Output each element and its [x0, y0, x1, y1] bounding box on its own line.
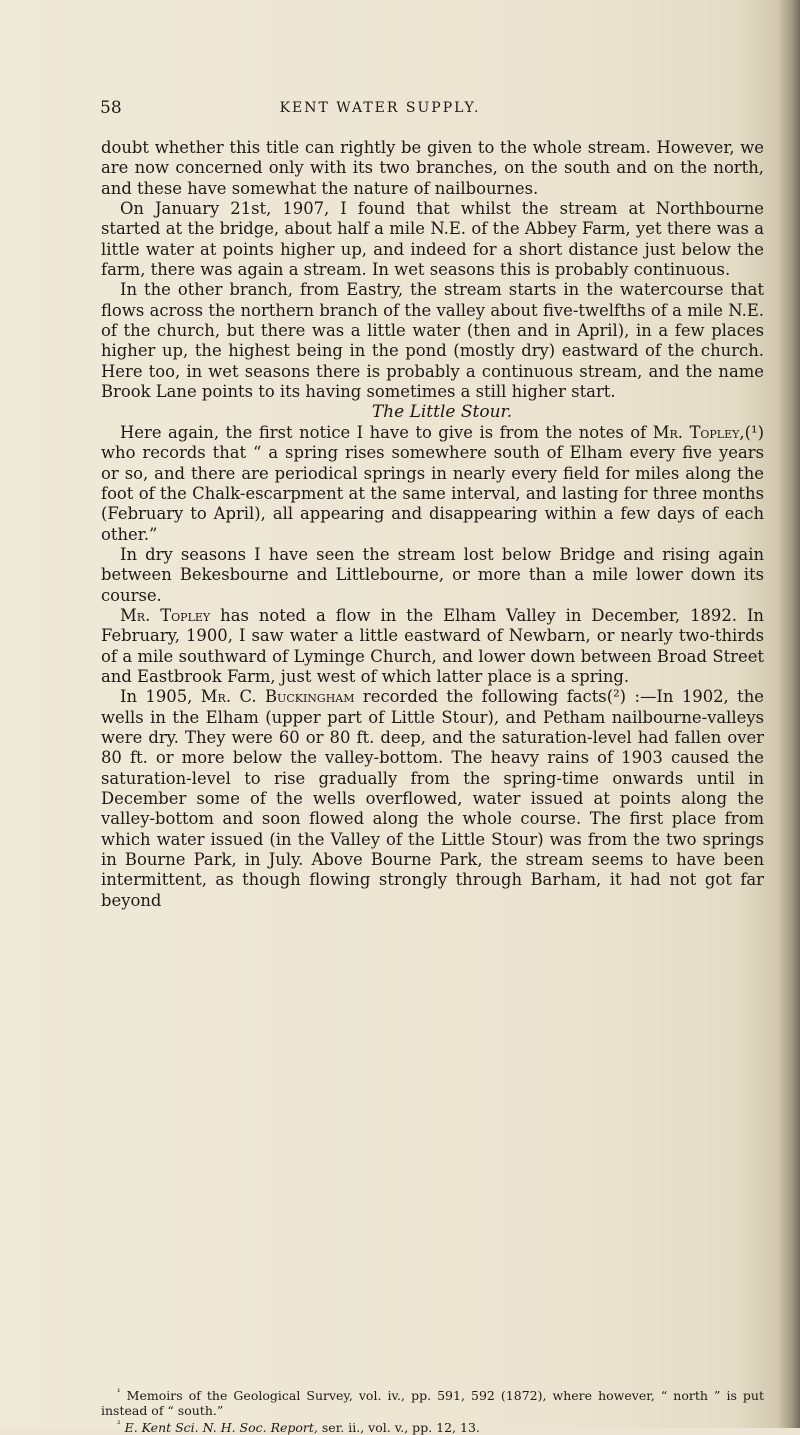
footnote-ref-2: (²) [606, 687, 627, 707]
person-name: Mr. C. Buckingham [200, 687, 355, 707]
footnote-1-mark: ¹ [117, 1388, 121, 1398]
page-edge-shadow [778, 0, 800, 1428]
paragraph-4: Here again, the first notice I have to give is from the notes of Mr. Topley,(¹) who records that “ a spring rises somewhere south of Elham every five years or so, and there are periodical springs in nearly every field for miles along the foot of the Chalk-escarpment at the same interval, and lasting for three months (February to April), all appearing and disappearing within a few days of each other.” [101, 422, 764, 544]
section-heading: The Little Stour. [371, 402, 513, 423]
page-header [0, 98, 800, 122]
running-head: KENT WATER SUPPLY. [279, 100, 481, 116]
paragraph-7-text-c: :—In 1902, the wells in the Elham (upper part of Little Stour), and Petham nailbourne-valleys were dry. They were 60 or 80 ft. deep, and the saturation-level had fallen over 80 ft. or more below the valley-bottom. The heavy rains of 1903 caused the saturation-level to rise gradually from the spring-time onwards until in December some of the wells overflowed, water issued at points along the valley-bottom and soon flowed along the whole course. The first place from which water issued (in the Valley of the Little Stour) was from the two springs in Bourne Park, in July. Above Bourne Park, the stream seems to have been intermittent, as though flowing strongly through Barham, it had not got far beyond [101, 687, 765, 910]
footnote-2-text: ser. ii., vol. v., pp. 12, 13. [317, 1420, 480, 1435]
footnote-1-text: Memoirs of the Geological Survey, vol. iv., pp. 591, 592 (1872), where however, “ north ” is put instead of “ south.” [101, 1388, 764, 1419]
paragraph-1: doubt whether this title can rightly be given to the whole stream. However, we are now concerned only with its two branches, on the south and on the north, and these have somewhat the nature of nailbournes. [101, 138, 764, 198]
page-number: 58 [100, 98, 122, 118]
paragraph-7-text-b: recorded the following facts [354, 687, 607, 707]
paragraph-7-text-a: In 1905, [120, 687, 201, 707]
person-name: Mr. Topley [652, 422, 740, 442]
paragraph-6-text: has noted a flow in the Elham Valley in December, 1892. In February, 1900, I saw water a little eastward of Newbarn, or nearly two-thirds of a mile southward of Lyminge Church, and lower down between Broad Street and Eastbrook Farm, just west of which latter place is a spring. [101, 605, 764, 686]
footnote-1 [101, 1386, 764, 1418]
paragraph-3: In the other branch, from Eastry, the stream starts in the watercourse that flows across the northern branch of the valley about five-twelfths of a mile N.E. of the church, but there was a little water (then and in April), in a few places higher up, the highest being in the pond (mostly dry) eastward of the church. Here too, in wet seasons there is probably a continuous stream, and the name Brook Lane points to its having sometimes a still higher start. [101, 280, 764, 402]
footnote-2-journal: E. Kent Sci. N. H. Soc. Report, [124, 1420, 318, 1435]
paragraph-4-text-a: Here again, the first notice I have to give is from the notes of [120, 422, 653, 442]
body-text [101, 138, 764, 911]
footnote-2-mark: ² [117, 1420, 121, 1431]
paragraph-7 [101, 687, 764, 911]
paragraph-4-text-b: who records that “ a spring rises somewhere south of Elham every five years or so, and there are periodical springs in nearly every field for miles along the foot of the Chalk-escarpment at the same interval, and lasting for three months (February to April), all appearing and disappearing within a few days of each other.” [101, 443, 764, 544]
footnote-ref-1: (¹) [744, 422, 764, 442]
paragraph-2: On January 21st, 1907, I found that whilst the stream at Northbourne started at the bridge, about half a mile N.E. of the Abbey Farm, yet there was a little water at points higher up, and indeed for a short distance just below the farm, there was again a stream. In wet seasons this is probably continuous. [101, 199, 764, 280]
paragraph-5: In dry seasons I have seen the stream lost below Bridge and rising again between Bekesbourne and Littlebourne, or more than a mile lower down its course. [101, 544, 764, 605]
person-name: Mr. Topley [120, 605, 211, 625]
paragraph-6 [101, 606, 764, 687]
footnote-2 [101, 1418, 764, 1435]
